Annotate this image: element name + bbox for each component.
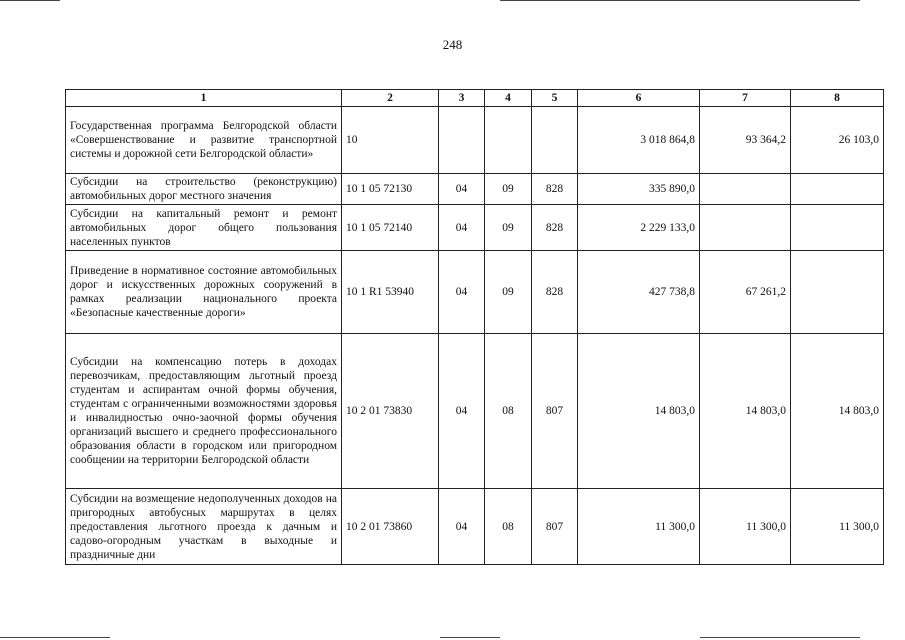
row-col-3 [439,107,485,174]
row-col-7: 67 261,2 [700,251,791,334]
scan-artifact-bottom-mid [440,637,500,638]
header-col-2: 2 [342,90,439,107]
row-col-8 [791,205,884,251]
header-col-8: 8 [791,90,884,107]
row-name: Субсидии на капитальный ремонт и ремонт автомобильных дорог общего пользования населенных пунктов [66,205,342,251]
row-col-7: 93 364,2 [700,107,791,174]
row-col-7 [700,205,791,251]
row-col-5: 828 [532,205,578,251]
row-col-6: 335 890,0 [578,174,700,205]
row-col-5: 807 [532,489,578,565]
row-col-4: 08 [485,334,532,489]
row-col-6: 2 229 133,0 [578,205,700,251]
table-row [66,489,884,565]
row-col-5: 807 [532,334,578,489]
scan-artifact-top-left [0,0,60,1]
row-col-3: 04 [439,205,485,251]
row-code: 10 1 05 72130 [342,174,439,205]
row-col-8 [791,174,884,205]
row-code: 10 2 01 73830 [342,334,439,489]
row-col-7: 14 803,0 [700,334,791,489]
row-col-4 [485,107,532,174]
header-col-7: 7 [700,90,791,107]
row-col-3: 04 [439,174,485,205]
header-col-6: 6 [578,90,700,107]
row-code: 10 1 R1 53940 [342,251,439,334]
row-col-4: 09 [485,251,532,334]
row-col-8: 14 803,0 [791,334,884,489]
row-col-3: 04 [439,251,485,334]
budget-table [65,89,884,565]
row-col-5: 828 [532,251,578,334]
row-name: Субсидии на возмещение недополученных доходов на пригородных автобусных маршрутах в целях предоставления льготного проезда к дачным и садово-огородным участкам в выходные и праздничные дни [66,489,342,565]
table-header-row [66,90,884,107]
row-code: 10 1 05 72140 [342,205,439,251]
scan-artifact-top-right [500,0,860,1]
row-col-6: 11 300,0 [578,489,700,565]
row-name: Приведение в нормативное состояние автомобильных дорог и искусственных дорожных сооружений в рамках реализации национального проекта «Безопасные качественные дороги» [66,251,342,334]
row-name: Субсидии на строительство (реконструкцию) автомобильных дорог местного значения [66,174,342,205]
row-col-4: 08 [485,489,532,565]
table-row [66,205,884,251]
row-col-3: 04 [439,489,485,565]
row-col-4: 09 [485,174,532,205]
row-code: 10 2 01 73860 [342,489,439,565]
scan-artifact-bottom-left [0,637,110,638]
row-col-3: 04 [439,334,485,489]
scan-artifact-bottom-right [700,637,860,638]
row-code: 10 [342,107,439,174]
row-col-5: 828 [532,174,578,205]
row-col-6: 427 738,8 [578,251,700,334]
row-name: Субсидии на компенсацию потерь в доходах перевозчикам, предоставляющим льготный проезд студентам и аспирантам очной формы обучения, студентам с ограниченными возможностями здоровья и инвалидностью очно-заочной формы обучения организаций высшего и среднего профессионального образования области в городском или пригородном сообщении на территории Белгородской области [66,334,342,489]
row-col-8: 26 103,0 [791,107,884,174]
row-name: Государственная программа Белгородской области «Совершенствование и развитие транспортной системы и дорожной сети Белгородской области» [66,107,342,174]
page-number: 248 [442,37,463,52]
row-col-5 [532,107,578,174]
header-col-3: 3 [439,90,485,107]
header-col-5: 5 [532,90,578,107]
row-col-8: 11 300,0 [791,489,884,565]
row-col-7 [700,174,791,205]
table-row [66,334,884,489]
header-col-4: 4 [485,90,532,107]
row-col-8 [791,251,884,334]
row-col-7: 11 300,0 [700,489,791,565]
row-col-4: 09 [485,205,532,251]
table-row [66,174,884,205]
row-col-6: 3 018 864,8 [578,107,700,174]
table-row [66,107,884,174]
header-col-1: 1 [66,90,342,107]
table-row [66,251,884,334]
row-col-6: 14 803,0 [578,334,700,489]
